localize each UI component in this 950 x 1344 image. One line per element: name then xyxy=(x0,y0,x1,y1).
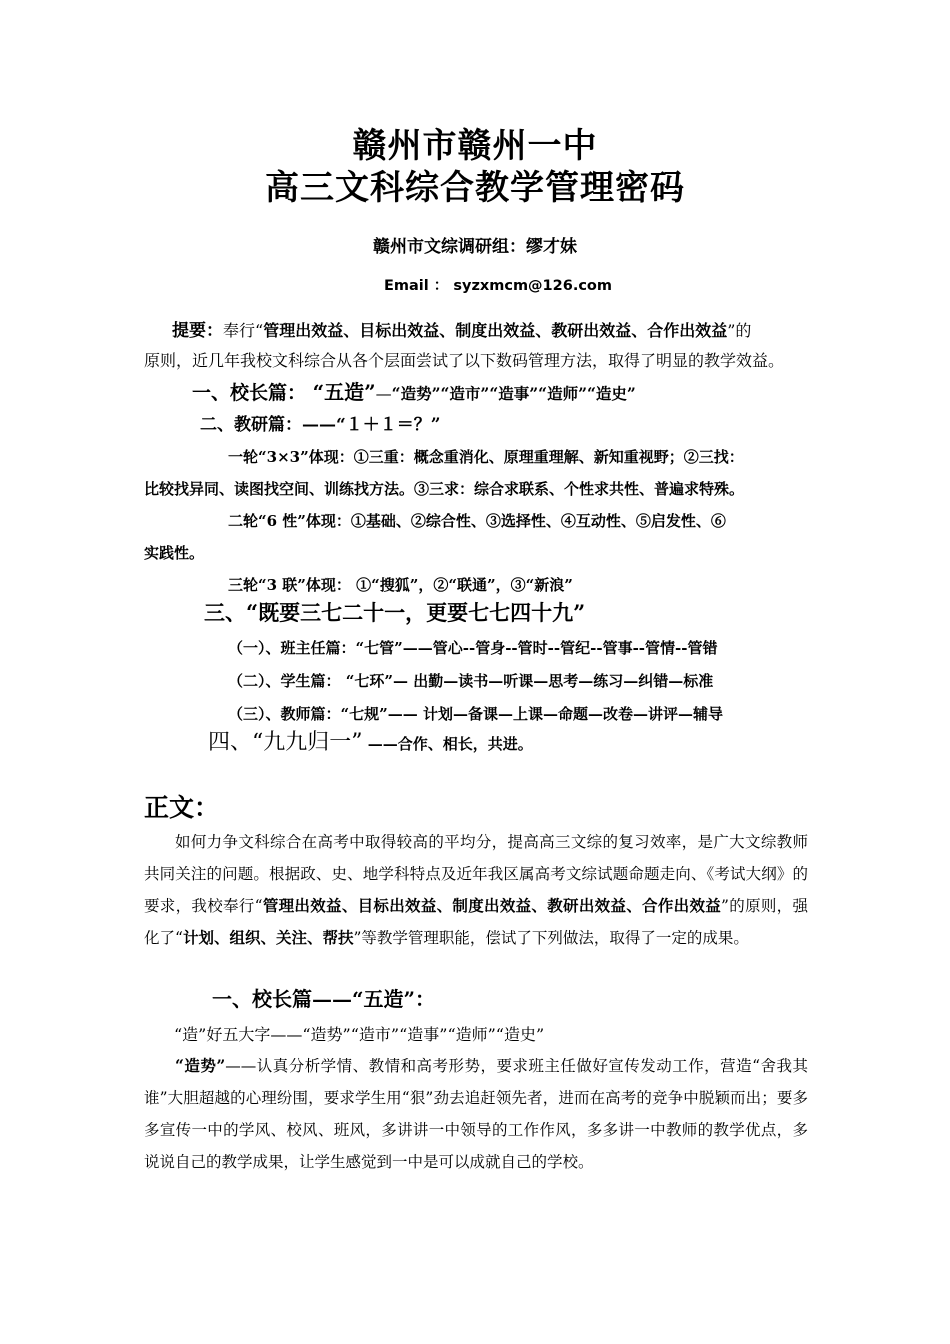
outline-s3-item-1: （一）、班主任篇：“七管”——管心--管身--管时--管纪--管事--管情--管错 xyxy=(228,639,718,657)
body-p1-b: ”的原则，强化了“ xyxy=(144,897,808,947)
abstract-post: ”的 xyxy=(727,321,752,340)
outline-s1-dash: — xyxy=(375,384,392,403)
round-1-line-2: 比较找异同、读图找空间、训练找方法。③三求：综合求联系、个性求共性、普遍求特殊。 xyxy=(144,480,745,498)
author-line: 赣州市文综调研组：缪才妹 xyxy=(373,237,577,257)
title-line-2: 高三文科综合教学管理密码 xyxy=(265,168,685,208)
outline-section-3: 三、“既要三七二十一，更要七七四十九” xyxy=(204,600,586,625)
body-paragraph-3 xyxy=(144,1050,808,1178)
body-p1-bold: 管理出效益、目标出效益、制度出效益、教研出效益、合作出效益 xyxy=(262,896,722,915)
outline-s3-item-3: （三）、教师篇：“七规”—— 计划—备课—上课—命题—改卷—讲评—辅导 xyxy=(228,705,723,723)
outline-s4-head: 四、“九九归一” xyxy=(208,730,363,755)
email-label: Email ： xyxy=(384,278,449,294)
body-heading: 正文： xyxy=(144,793,220,822)
title-line-1: 赣州市赣州一中 xyxy=(352,126,598,166)
abstract-label: 提要： xyxy=(172,321,223,341)
outline-s1-head: 一、校长篇： xyxy=(192,382,307,404)
email-address[interactable]: syzxmcm@126.com xyxy=(453,278,612,294)
round-1-line-1: 一轮“3×3”体现：①三重：概念重消化、原理重理解、新知重视野；②三找： xyxy=(228,448,744,466)
outline-section-4 xyxy=(208,725,533,756)
outline-section-2: 二、教研篇：——“１＋１＝？” xyxy=(200,415,441,435)
round-3-line: 三轮“3 联”体现： ①“搜狐”，②“联通”，③“新浪” xyxy=(228,576,573,594)
body-p1-bold2: 计划、组织、关注、帮扶 xyxy=(182,928,354,947)
outline-s3-item-2: （二）、学生篇： “七环”— 出勤—读书—听课—思考—练习—纠错—标准 xyxy=(228,672,714,690)
abstract-bold: 管理出效益、目标出效益、制度出效益、教研出效益、合作出效益 xyxy=(263,321,728,340)
outline-s4-tail: ——合作、相长，共进。 xyxy=(362,735,533,753)
outline-s1-items: “造势”“造市”“造事”“造师”“造史” xyxy=(391,384,636,403)
outline-section-1 xyxy=(192,376,636,405)
body-paragraph-2: “造”好五大字——“造势”“造市”“造事”“造师”“造史” xyxy=(174,1025,545,1044)
abstract-line-2: 原则，近几年我校文科综合从各个层面尝试了以下数码管理方法，取得了明显的教学效益。 xyxy=(144,351,785,370)
outline-s1-quote: “五造” xyxy=(312,380,376,404)
body-p3-text: ——认真分析学情、教情和高考形势，要求班主任做好宣传发动工作，营造“舍我其谁”大胆超越的心理纷围，要求学生用“狠”劲去追赶领先者，进而在高考的竞争中脱颖而出；要多多宣传一中的学风、校风、班风，多讲讲一中领导的工作作风，多多讲一中教师的教学优点，多说说自己的教学成果，让学生感觉到一中是可以成就自己的学校。 xyxy=(144,1057,808,1171)
body-section-1-heading: 一、校长篇——“五造”： xyxy=(212,987,436,1011)
body-p3-bold: “造势” xyxy=(175,1056,226,1075)
abstract-pre: 奉行“ xyxy=(223,321,264,340)
round-2-line-2: 实践性。 xyxy=(144,544,205,562)
body-p1-a: 如何力争文科综合在高考中取得较高的平均分，提高高三文综的复习效率，是广大文综教师共同关注的问题。根据政、史、地学科特点及近年我区属高考文综试题命题走向、《考试大纲》的要求，我校奉行“ xyxy=(144,833,808,915)
abstract-line-1 xyxy=(172,316,751,341)
body-paragraph-1 xyxy=(144,826,808,954)
round-2-line-1: 二轮“6 性”体现：①基础、②综合性、③选择性、④互动性、⑤启发性、⑥ xyxy=(228,512,726,530)
email-line xyxy=(384,274,612,295)
body-p1-c: ”等教学管理职能，偿试了下列做法，取得了一定的成果。 xyxy=(353,929,749,947)
